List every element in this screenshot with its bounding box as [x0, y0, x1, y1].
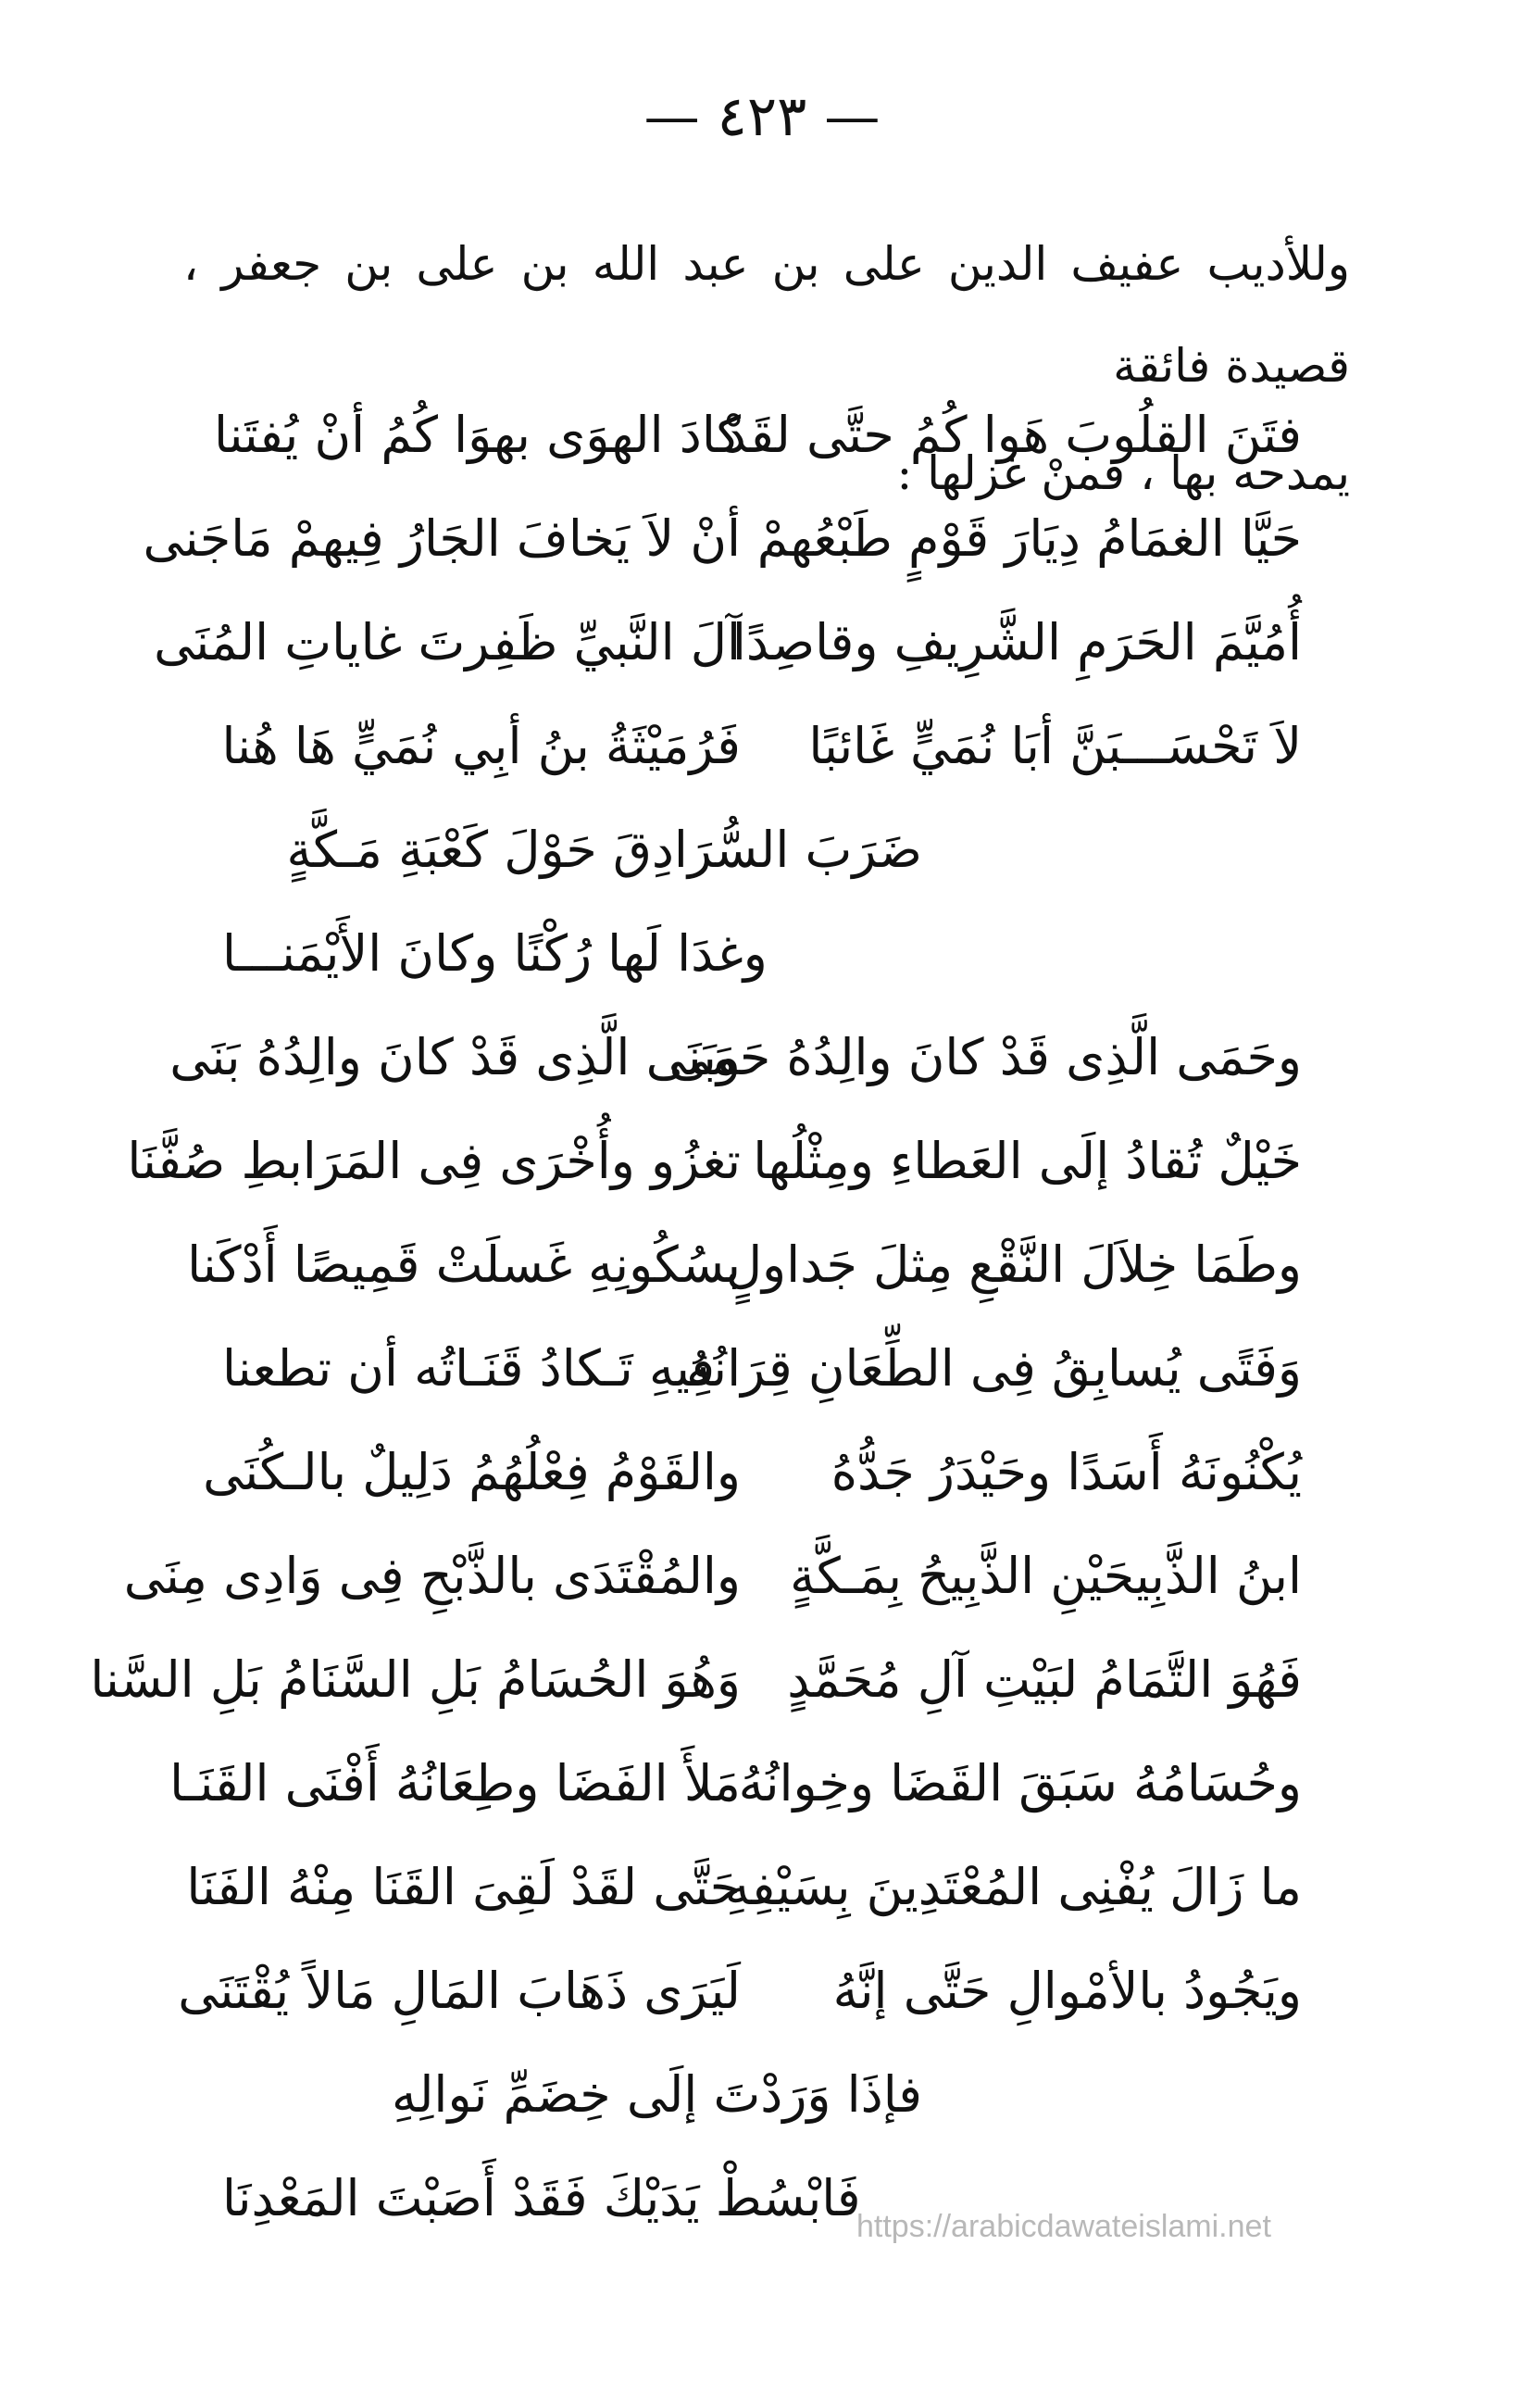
verse — [0, 1737, 1524, 1830]
verse-second-hemistich: فَابْسُطْ يَدَيْكَ فَقَدْ أَصَبْتَ المَعْدِنَا — [222, 2169, 861, 2227]
verse-second-hemistich: والقَوْمُ فِعْلُهُمُ دَلِيلٌ بالـكُنَى — [203, 1443, 741, 1501]
verse-first-hemistich: وَفَتًى يُسابِقُ فِى الطِّعَانِ قِرَانُهُ — [686, 1339, 1302, 1398]
verse — [0, 1115, 1524, 1208]
verse-second-hemistich — [222, 804, 926, 897]
verse-second-hemistich: بسُكُونِهِ غَسلَتْ قَمِيصًا أَدْكَنا — [187, 1235, 741, 1294]
verse — [0, 700, 1524, 793]
verse — [0, 2049, 1524, 2141]
verse — [0, 596, 1524, 689]
verse-second-hemistich: مَلأَ الفَضَا وطِعَانُهُ أَفْنَى القَنَـا — [169, 1754, 741, 1812]
verse — [0, 1011, 1524, 1104]
verse — [0, 1426, 1524, 1519]
verse-first-hemistich: فتَنَ القلُوبَ هَوا كُمُ حتَّى لقَدْ — [723, 406, 1302, 464]
verse-first-hemistich: وطَمَا خِلاَلَ النَّقْعِ مِثلَ جَداولٍ — [725, 1235, 1302, 1294]
verse-second-hemistich — [222, 2049, 926, 2141]
verse-second-hemistich: كادَ الهوَى بهوَا كُمُ أنْ يُفتَنا — [213, 406, 741, 464]
verse-second-hemistich: تغزُو وأُخْرَى فِى المَرَابطِ صُفَّنَا — [127, 1132, 741, 1190]
verse — [0, 1634, 1524, 1726]
verse-first-hemistich: فإذَا وَرَدْتَ إلَى خِضَمِّ نَوالِهِ — [392, 2065, 922, 2124]
verse-first-hemistich: فَهُوَ التَّمَامُ لبَيْتِ آلِ مُحَمَّدٍ — [787, 1650, 1302, 1709]
verse-first-hemistich: ويَجُودُ بالأمْوالِ حَتَّى إنَّهُ — [832, 1962, 1302, 2020]
verse-first-hemistich: وحَمَى الَّذِى قَدْ كانَ والِدُهُ حَمَى — [668, 1028, 1302, 1086]
verse-second-hemistich: والمُقْتَدَى بالذَّبْحِ فِى وَادِى مِنَى — [123, 1547, 741, 1605]
verse — [0, 389, 1524, 482]
intro-line-2: يمدحه بها ، فمنْ غزلها : — [896, 446, 1350, 500]
verse-first-hemistich: يُكْنُونَهُ أَسَدًا وحَيْدَرُ جَدُّهُ — [831, 1443, 1302, 1501]
verse-second-hemistich: لَيَرَى ذَهَابَ المَالِ مَالاً يُقْتَنَى — [178, 1962, 741, 2020]
verse-first-hemistich: حَيَّا الغمَامُ دِيَارَ قَوْمٍ طَبْعُهمْ — [756, 509, 1302, 568]
verse-second-hemistich: أنْ لاَ يَخافَ الجَارُ فِيهمْ مَاجَنى — [143, 509, 741, 568]
verse — [0, 1530, 1524, 1623]
verse-first-hemistich: ضَرَبَ السُّرَادِقَ حَوْلَ كَعْبَةِ مَـكَّةٍ — [286, 821, 922, 879]
verse-second-hemistich: حَتَّى لقَدْ لَقِىَ القَنَا مِنْهُ الفَنَا — [186, 1858, 741, 1916]
verse — [0, 2152, 1524, 2245]
page-number: — ٤٢٣ — — [643, 84, 881, 149]
verse-second-hemistich: آلَ النَّبيِّ ظَفِرتَ غاياتِ المُنَى — [154, 613, 741, 671]
verse-second-hemistich: وبَنَى الَّذِى قَدْ كانَ والِدُهُ بَنَى — [169, 1028, 741, 1086]
verse-first-hemistich: لاَ تَحْسَـــبَنَّ أبَا نُمَيٍّ غَائبًا — [808, 717, 1302, 775]
verse-second-hemistich: فِيهِ تَـكادُ قَنَـاتُه أن تطعنا — [222, 1339, 716, 1398]
verse — [0, 804, 1524, 897]
verse-second-hemistich: وغدَا لَها رُكْنًا وكانَ الأَيْمَنـــا — [222, 924, 768, 983]
verse-first-hemistich: ابنُ الذَّبِيحَيْنِ الذَّبِيحُ بِمَـكَّةٍ — [790, 1547, 1302, 1605]
verse — [0, 1323, 1524, 1415]
verse-first-hemistich: أُمُيَّمَ الحَرَمِ الشَّرِيفِ وقاصِدًا — [731, 613, 1302, 671]
verse — [0, 1945, 1524, 2038]
intro-line-1: وللأديب عفيف الدين على بن عبد الله بن على بن جعفر ، قصيدة فائقة — [183, 237, 1350, 393]
verse — [0, 908, 1524, 1000]
verse-second-hemistich: وَهُوَ الحُسَامُ بَلِ السَّنَامُ بَلِ السَّنا — [90, 1650, 741, 1709]
verse — [0, 1219, 1524, 1311]
watermark-url: https://arabicdawateislami.net — [856, 2209, 1271, 2244]
verse-second-hemistich: فَرُمَيْثَةُ بنُ أبِي نُمَيٍّ هَا هُنا — [221, 717, 741, 775]
verse — [0, 1841, 1524, 1934]
verse — [0, 493, 1524, 585]
verse-first-hemistich: وحُسَامُهُ سَبَقَ القَضَا وخِوانُهُ — [738, 1754, 1302, 1812]
verse-first-hemistich: ما زَالَ يُفْنِى المُعْتَدِينَ بِسَيْفِهِ — [724, 1858, 1302, 1916]
verse-first-hemistich: خَيْلٌ تُقادُ إلَى العَطاءِ ومِثْلُها — [753, 1132, 1302, 1190]
